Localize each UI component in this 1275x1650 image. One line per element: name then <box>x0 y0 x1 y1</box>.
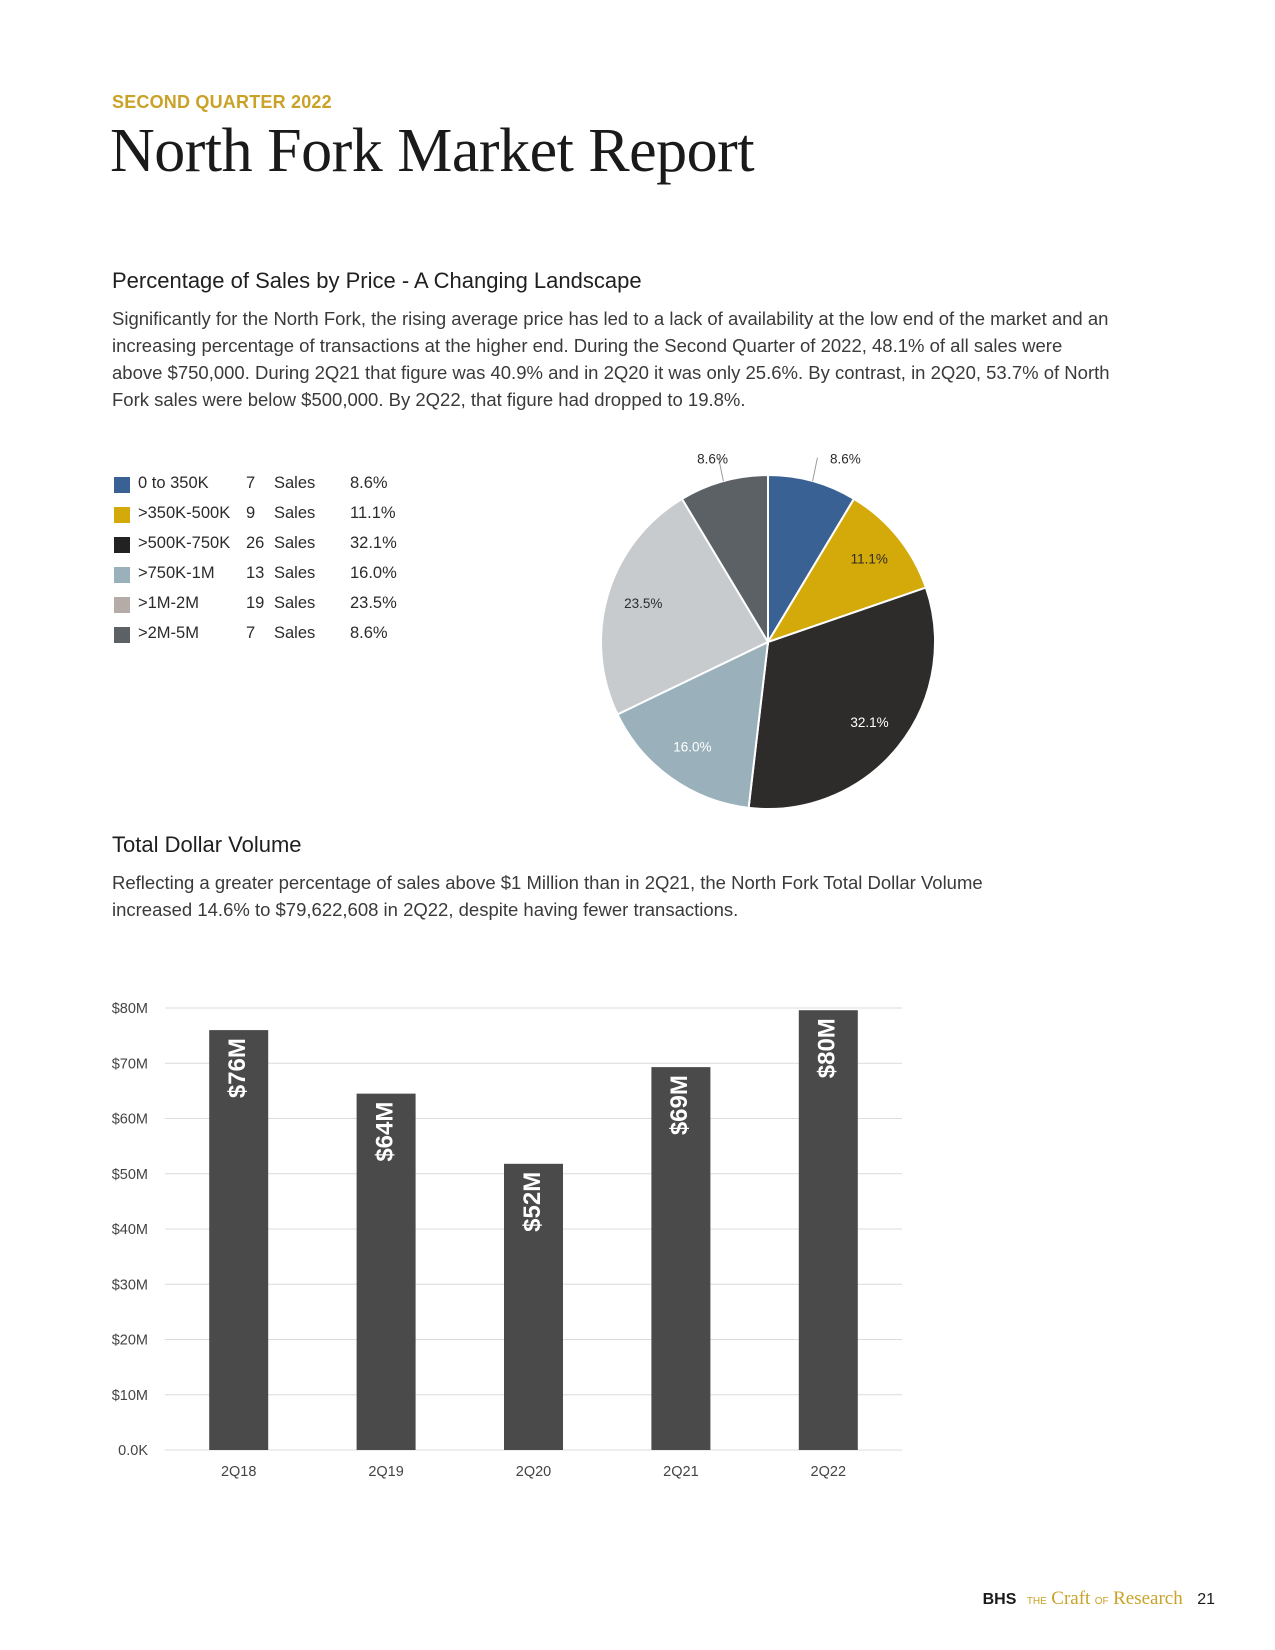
bar-data-label: $76M <box>224 1038 252 1099</box>
bar-data-label: $80M <box>813 1018 841 1079</box>
legend-label: >1M-2M <box>138 594 199 612</box>
section-heading-price: Percentage of Sales by Price - A Changing Landscape <box>112 268 642 293</box>
pie-leader-line <box>813 458 818 481</box>
legend-item <box>112 592 412 622</box>
pie-slice-label: 23.5% <box>624 596 663 612</box>
pie-slice-label: 11.1% <box>850 551 888 567</box>
legend-count: 7 <box>246 474 256 492</box>
legend-percent: 8.6% <box>350 624 388 642</box>
footer-tagline-craft: Craft <box>1051 1588 1091 1609</box>
footer-tagline-the: THE <box>1026 1596 1047 1607</box>
legend-label: >750K-1M <box>138 564 215 582</box>
legend-item <box>112 532 412 562</box>
legend-swatch <box>114 567 130 583</box>
legend-percent: 11.1% <box>350 504 396 522</box>
legend-percent: 23.5% <box>350 594 397 612</box>
footer-tagline-research: Research <box>1113 1588 1183 1609</box>
bar-data-label: $64M <box>371 1101 399 1162</box>
legend-swatch <box>114 507 130 523</box>
pie-slice-label: 8.6% <box>697 451 728 467</box>
pie-slice-label: 16.0% <box>673 739 712 755</box>
legend-count: 7 <box>246 624 256 642</box>
legend-label: >350K-500K <box>138 504 231 522</box>
y-tick-label: $60M <box>111 1111 148 1128</box>
section-body-price: Significantly for the North Fork, the rising average price has led to a lack of availability at the low end of the market and an increasing percentage of transactions at the higher end. During the Second Quarter of 2022, 48.1% of all sales were above $750,000. During 2Q21 that figure was 40.9% and in 2Q20 it was only 25.6%. By contrast, in 2Q20, 53.7% of North Fork sales were below $500,000. By 2Q22, that figure had dropped to 19.8%. <box>112 308 1110 410</box>
legend-count: 19 <box>246 594 265 612</box>
legend-item <box>112 472 412 502</box>
pie-chart <box>560 440 1000 850</box>
footer-tagline-of: OF <box>1094 1596 1109 1607</box>
legend-percent: 8.6% <box>350 474 388 492</box>
legend-unit: Sales <box>274 504 316 522</box>
x-tick-label: 2Q20 <box>515 1464 552 1480</box>
legend-swatch <box>114 597 130 613</box>
legend-percent: 32.1% <box>350 534 397 552</box>
page-title: North Fork Market Report <box>110 117 755 185</box>
report-kicker: SECOND QUARTER 2022 <box>112 92 332 112</box>
section-heading-volume: Total Dollar Volume <box>112 832 302 857</box>
legend-item <box>112 502 412 532</box>
legend-count: 13 <box>246 564 265 582</box>
pie-slice-label: 32.1% <box>850 715 889 731</box>
legend-unit: Sales <box>274 564 316 582</box>
pie-slice-label: 8.6% <box>830 451 861 467</box>
legend-percent: 16.0% <box>350 564 397 582</box>
y-tick-label: $80M <box>111 1001 148 1017</box>
legend-label: 0 to 350K <box>138 474 209 492</box>
x-tick-label: 2Q19 <box>368 1464 404 1480</box>
legend-item <box>112 562 412 592</box>
x-tick-label: 2Q18 <box>220 1464 257 1480</box>
x-tick-label: 2Q22 <box>810 1464 847 1480</box>
legend-unit: Sales <box>274 474 316 492</box>
legend-swatch <box>114 537 130 553</box>
y-tick-label: $20M <box>111 1332 148 1349</box>
page-number: 21 <box>1197 1591 1215 1608</box>
legend-swatch <box>114 627 130 643</box>
x-tick-label: 2Q21 <box>663 1464 699 1480</box>
legend-unit: Sales <box>274 594 316 612</box>
legend-label: >2M-5M <box>138 624 199 642</box>
page-footer <box>983 1588 1215 1610</box>
y-tick-label: $30M <box>111 1277 148 1294</box>
bar-data-label: $69M <box>666 1075 694 1136</box>
y-tick-label: $40M <box>111 1222 148 1238</box>
legend-unit: Sales <box>274 624 316 642</box>
legend-unit: Sales <box>274 534 316 552</box>
legend-swatch <box>114 477 130 493</box>
y-tick-label: $10M <box>111 1387 148 1404</box>
footer-brand: BHS <box>982 1591 1017 1608</box>
legend-count: 26 <box>246 534 265 552</box>
legend-count: 9 <box>246 504 256 522</box>
y-tick-label: $70M <box>111 1056 148 1073</box>
section-body-volume: Reflecting a greater percentage of sales above $1 Million than in 2Q21, the North Fork Total Dollar Volume increased 14.6% to $79,622,608 in 2Q22, despite having fewer transactions. <box>112 872 983 920</box>
y-tick-label: $50M <box>111 1166 148 1183</box>
bar-chart <box>100 1000 960 1540</box>
legend-item <box>112 622 412 652</box>
y-tick-label: 0.0K <box>118 1443 148 1459</box>
legend-label: >500K-750K <box>138 534 231 552</box>
bar-data-label: $52M <box>518 1171 546 1232</box>
